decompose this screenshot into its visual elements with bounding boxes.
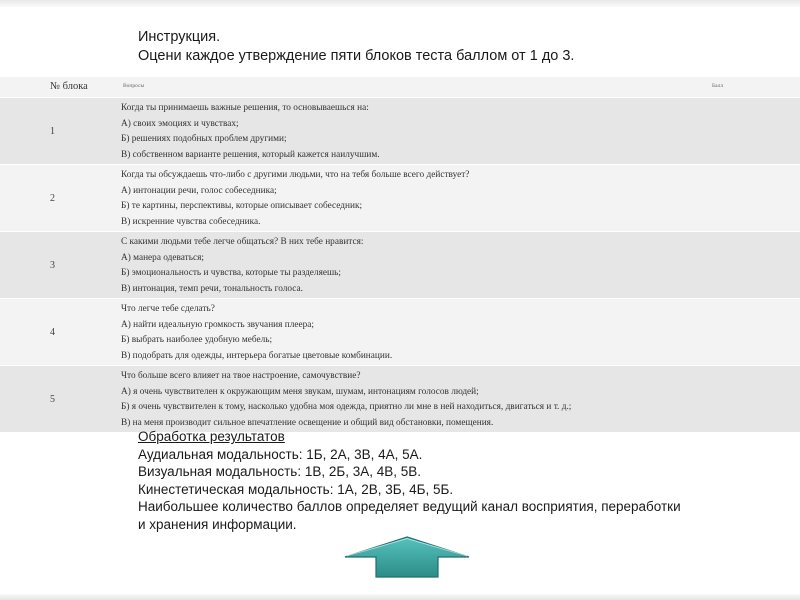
conclusion-line-2: и хранения информации.	[138, 516, 297, 532]
question-block	[121, 302, 721, 364]
answer-option: Б) те картины, перспективы, которые описывает собеседник;	[121, 201, 363, 211]
answer-option: В) собственном варианте решения, который кажется наилучшим.	[121, 149, 380, 160]
question-text: С какими людьми тебе легче общаться? В них тебе нравится:	[121, 237, 364, 247]
header-score: Балл	[712, 83, 724, 89]
table-row	[0, 97, 800, 164]
table-row	[0, 365, 800, 432]
answer-option: А) я очень чувствителен к окружающим меня звукам, шумам, интонациям голосов людей;	[121, 386, 479, 397]
visual-modality: Визуальная модальность: 1В, 2Б, 3А, 4В, 5В.	[138, 464, 422, 479]
questions-table	[0, 77, 800, 432]
top-decorative-bar	[0, 0, 800, 7]
conclusion-line-1: Наибольшее количество баллов определяет ведущий канал восприятия, переработки	[138, 499, 681, 514]
header-block-number: № блока	[50, 81, 88, 92]
answer-option: В) искренние чувства собеседника.	[121, 216, 261, 227]
answer-option: Б) я очень чувствителен к тому, насколько удобна моя одежда, приятно ли мне в ней находиться, двигаться и т. д.;	[121, 402, 572, 412]
results-section	[138, 428, 681, 533]
block-number: 1	[50, 125, 55, 137]
question-text: Что легче тебе сделать?	[121, 304, 215, 314]
table-row	[0, 164, 800, 231]
answer-option: А) интонации речи, голос собеседника;	[121, 185, 277, 196]
answer-option: А) найти идеальную громкость звучания плеера;	[121, 319, 314, 330]
answer-option: В) подобрать для одежды, интерьера богатые цветовые комбинации.	[121, 350, 393, 361]
table-row	[0, 298, 800, 365]
question-block	[121, 101, 721, 163]
instruction-text: Оцени каждое утверждение пяти блоков теста баллом от 1 до 3.	[138, 48, 575, 64]
audial-modality: Аудиальная модальность: 1Б, 2А, 3В, 4А, 5А.	[138, 446, 423, 462]
up-arrow-icon	[344, 536, 470, 578]
table-row	[0, 231, 800, 298]
question-block	[121, 235, 721, 297]
instruction-block	[138, 28, 574, 66]
block-number: 5	[50, 393, 55, 405]
kinesthetic-modality: Кинестетическая модальность: 1А, 2В, 3Б, 4Б, 5Б.	[138, 481, 454, 497]
block-number: 4	[50, 326, 55, 338]
answer-option: Б) эмоциональность и чувства, которые ты разделяешь;	[121, 268, 341, 278]
answer-option: В) интонация, темп речи, тональность голоса.	[121, 283, 303, 294]
answer-option: А) своих эмоциях и чувствах;	[121, 118, 239, 129]
answer-option: А) манера одеваться;	[121, 252, 204, 263]
question-block	[121, 168, 721, 230]
results-heading: Обработка результатов	[138, 429, 285, 444]
table-header	[0, 77, 800, 97]
block-number: 2	[50, 192, 55, 204]
bottom-decorative-bar	[0, 594, 800, 600]
question-text: Когда ты обсуждаешь что-либо с другими людьми, что на тебя больше всего действует?	[121, 170, 470, 180]
answer-option: Б) решениях подобных проблем другими;	[121, 134, 287, 144]
question-text: Когда ты принимаешь важные решения, то основываешься на:	[121, 103, 369, 113]
block-number: 3	[50, 259, 55, 271]
question-block	[121, 369, 721, 431]
up-arrow-button[interactable]	[344, 536, 470, 578]
instruction-heading: Инструкция.	[138, 29, 221, 45]
answer-option: Б) выбрать наиболее удобную мебель;	[121, 335, 273, 345]
answer-option: В) на меня производит сильное впечатление освещение и общий вид обстановки, помещения.	[121, 417, 494, 428]
header-questions: Вопросы	[123, 83, 145, 89]
question-text: Что больше всего влияет на твое настроение, самочувствие?	[121, 371, 361, 381]
